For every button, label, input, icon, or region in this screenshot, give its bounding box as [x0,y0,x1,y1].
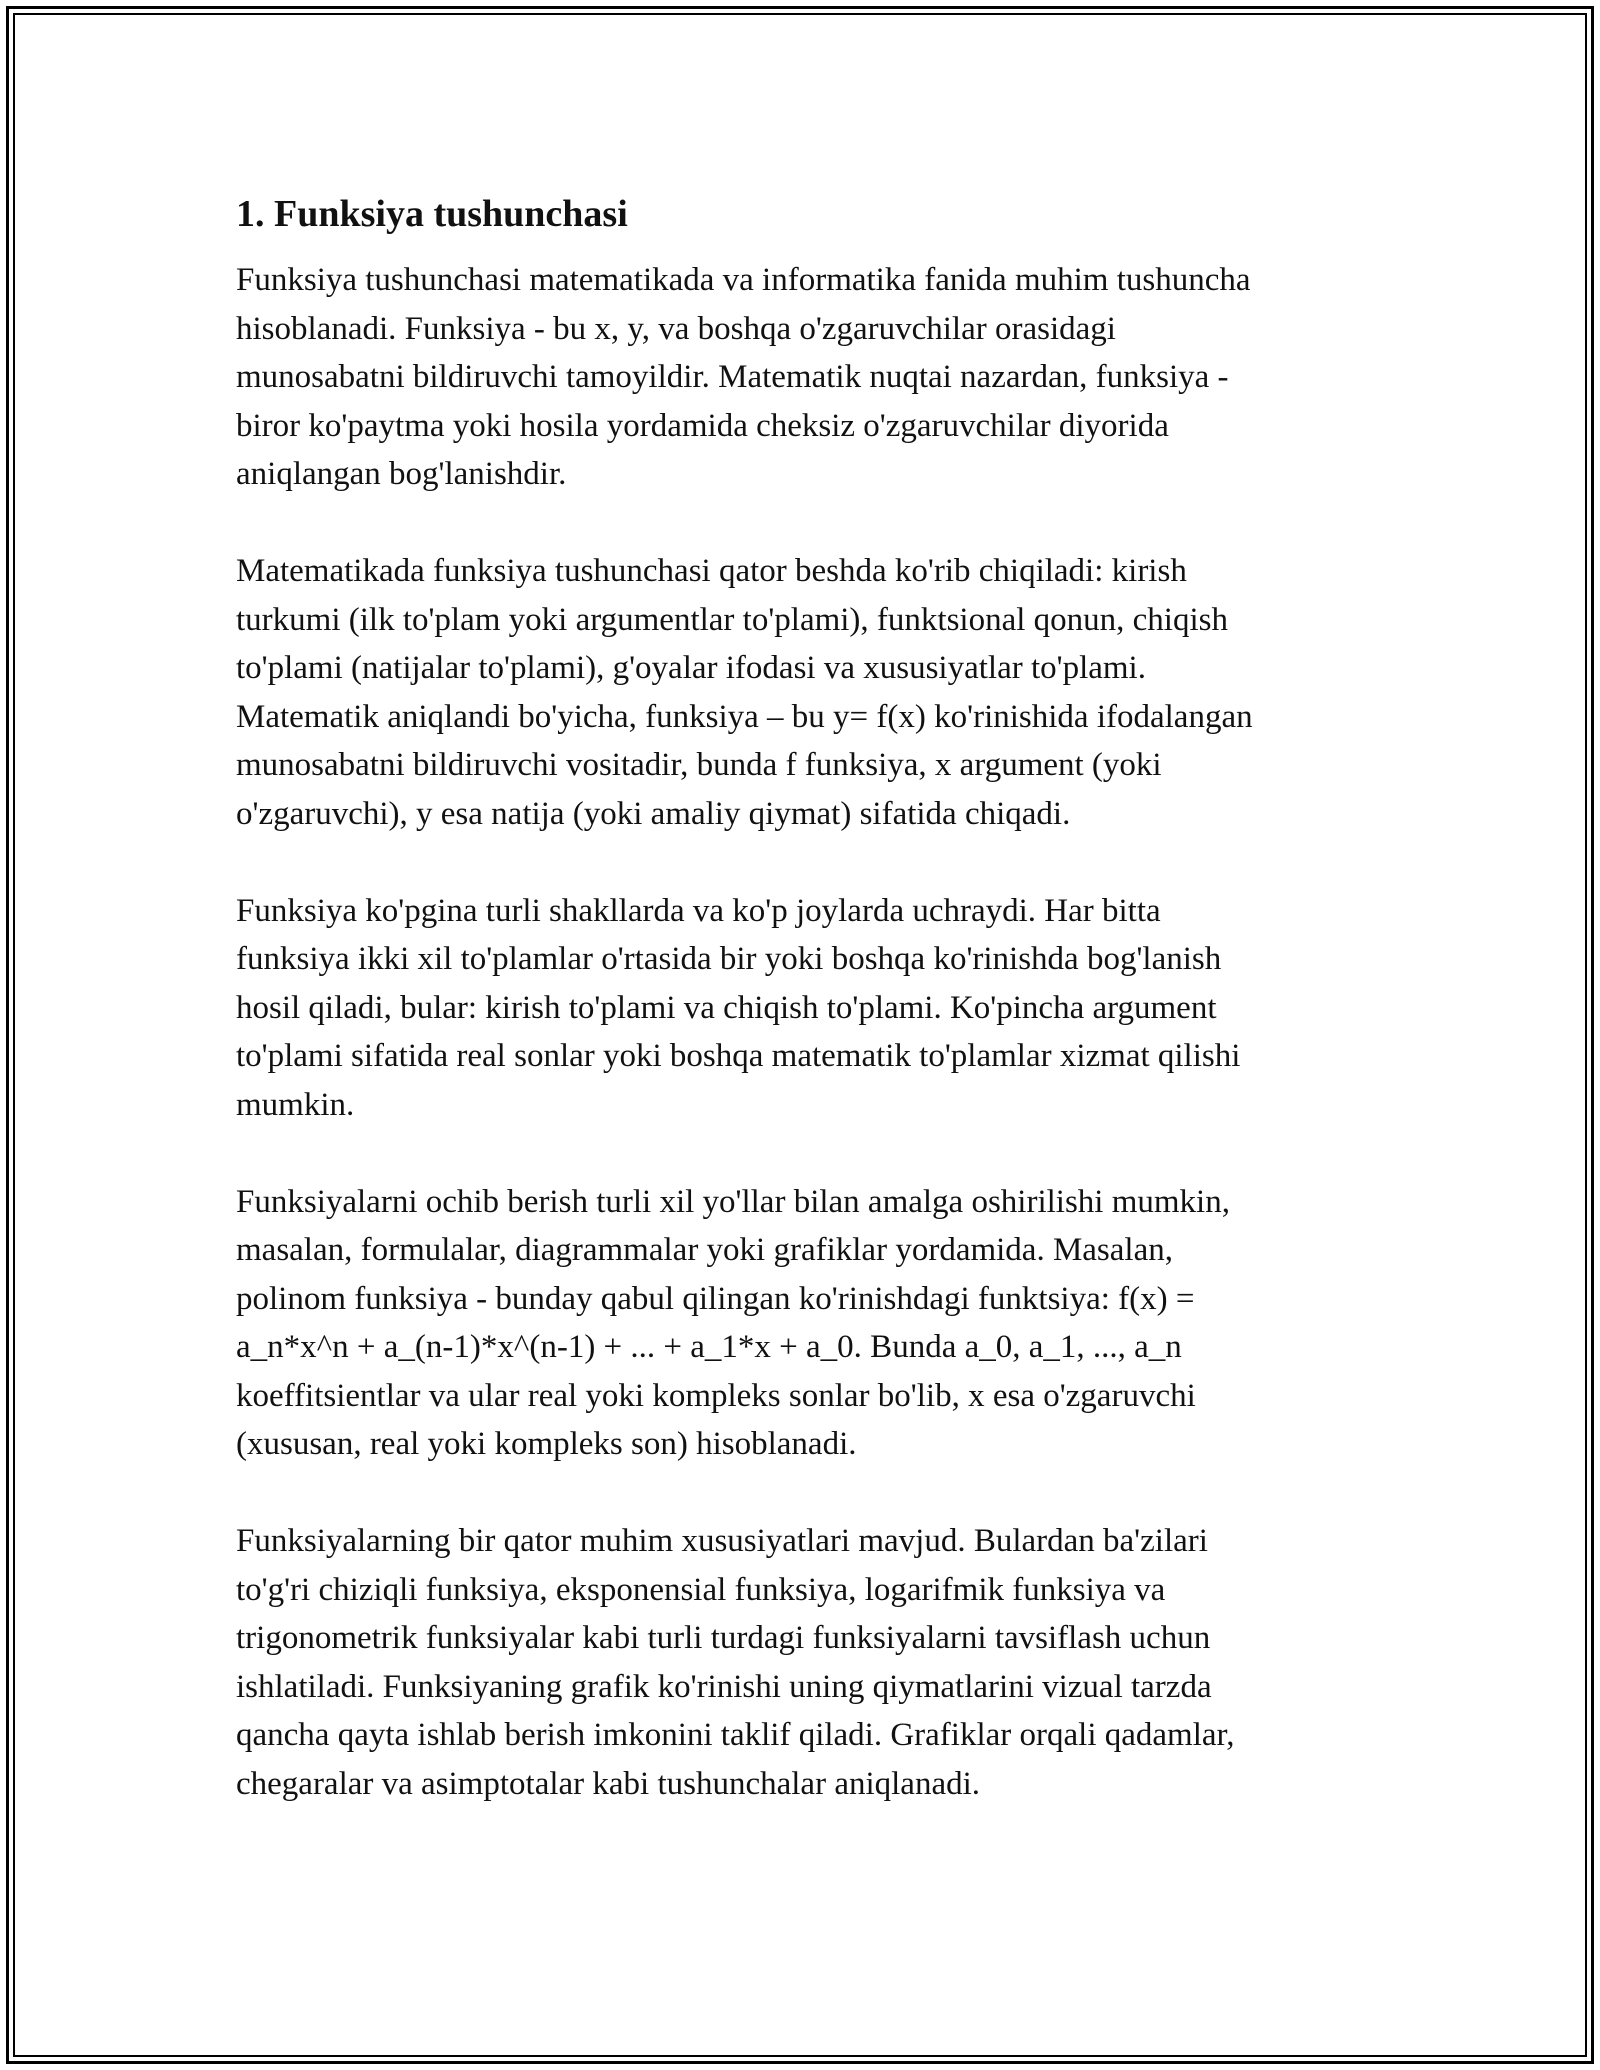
paragraph-5 [236,1517,1376,1808]
paragraph-line: to'g'ri chiziqli funksiya, eksponensial funksiya, logarifmik funksiya va [236,1571,1166,1608]
section-heading: 1. Funksiya tushunchasi [236,193,628,235]
paragraph-line: to'plami sifatida real sonlar yoki boshqa matematik to'plamlar xizmat qilishi [236,1038,1241,1074]
paragraph-line: to'plami (natijalar to'plami), g'oyalar ifodasi va xususiyatlar to'plami. [236,650,1146,686]
paragraph-line: hisoblanadi. Funksiya - bu x, y, va boshqa o'zgaruvchilar orasidagi [236,310,1116,347]
paragraph-line: turkumi (ilk to'plam yoki argumentlar to'plami), funktsional qonun, chiqish [236,601,1228,638]
paragraph-line: Funksiya ko'pgina turli shakllarda va ko'p joylarda uchraydi. Har bitta [236,892,1161,929]
paragraph-line: (xususan, real yoki kompleks son) hisoblanadi. [236,1426,857,1462]
paragraph-3 [236,887,1376,1130]
paragraph-line: mumkin. [236,1086,355,1123]
paragraph-line: munosabatni bildiruvchi tamoyildir. Matematik nuqtai nazardan, funksiya - [236,359,1229,395]
paragraph-line: funksiya ikki xil to'plamlar o'rtasida bir yoki boshqa ko'rinishda bog'lanish [236,941,1222,977]
paragraph-line: o'zgaruvchi), y esa natija (yoki amaliy qiymat) sifatida chiqadi. [236,795,1071,832]
paragraph-line: Matematik aniqlandi bo'yicha, funksiya – bu y= f(x) ko'rinishida ifodalangan [236,698,1253,735]
paragraph-line: Funksiyalarni ochib berish turli xil yo'llar bilan amalga oshirilishi mumkin, [236,1183,1230,1220]
paragraph-1 [236,256,1376,499]
paragraph-line: biror ko'paytma yoki hosila yordamida cheksiz o'zgaruvchilar diyorida [236,407,1169,444]
paragraph-line: munosabatni bildiruvchi vositadir, bunda f funksiya, x argument (yoki [236,747,1162,783]
paragraph-line: aniqlangan bog'lanishdir. [236,456,567,492]
paragraph-line: Matematikada funksiya tushunchasi qator beshda ko'rib chiqiladi: kirish [236,553,1187,589]
paragraph-line: a_n*x^n + a_(n-1)*x^(n-1) + ... + a_1*x + a_0. Bunda a_0, a_1, ..., a_n [236,1329,1182,1365]
paragraph-4 [236,1178,1376,1469]
paragraph-line: Funksiya tushunchasi matematikada va informatika fanida muhim tushuncha [236,262,1251,298]
paragraph-line: masalan, formulalar, diagrammalar yoki grafiklar yordamida. Masalan, [236,1232,1173,1268]
paragraph-line: chegaralar va asimptotalar kabi tushunchalar aniqlanadi. [236,1765,981,1802]
paragraph-line: koeffitsientlar va ular real yoki kompleks sonlar bo'lib, x esa o'zgaruvchi [236,1377,1196,1414]
paragraph-line: Funksiyalarning bir qator muhim xususiyatlari mavjud. Bulardan ba'zilari [236,1523,1208,1559]
document-body [236,180,1376,1857]
paragraph-2 [236,547,1376,838]
paragraph-line: qancha qayta ishlab berish imkonini taklif qiladi. Grafiklar orqali qadamlar, [236,1717,1235,1753]
paragraph-line: polinom funksiya - bunday qabul qilingan ko'rinishdagi funktsiya: f(x) = [236,1280,1195,1317]
paragraph-line: ishlatiladi. Funksiyaning grafik ko'rinishi uning qiymatlarini vizual tarzda [236,1668,1212,1705]
paragraph-line: trigonometrik funksiyalar kabi turli turdagi funksiyalarni tavsiflash uchun [236,1620,1211,1656]
paragraph-line: hosil qiladi, bular: kirish to'plami va chiqish to'plami. Ko'pincha argument [236,989,1217,1026]
